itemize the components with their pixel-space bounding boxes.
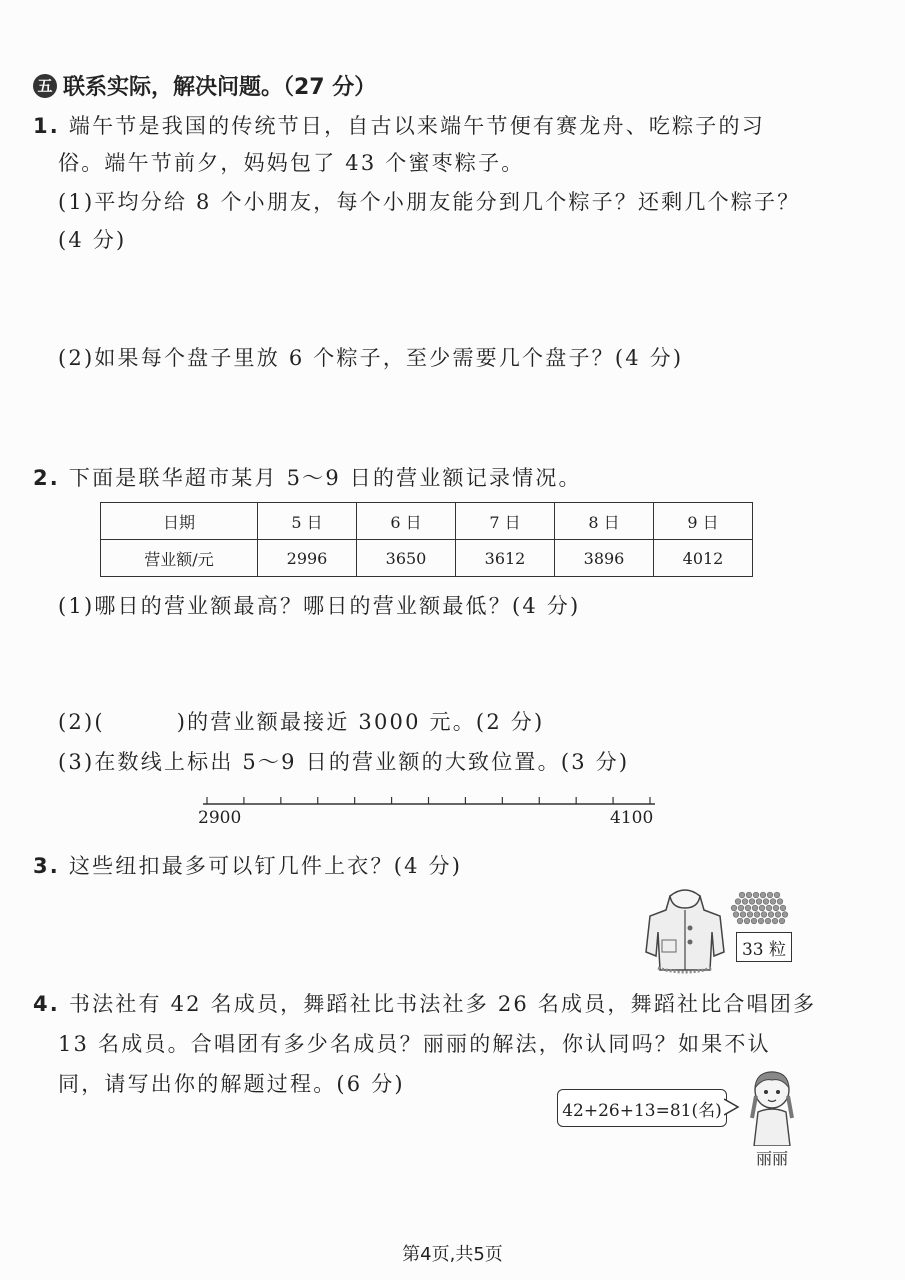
q2-sub1: (1)哪日的营业额最高？哪日的营业额最低？(4 分) [58,594,581,618]
q3-number: 3. [33,854,60,878]
table-cell: 营业额/元 [101,540,258,577]
button-dot [745,905,751,911]
button-dot [761,912,767,918]
table-cell: 日期 [101,503,258,540]
girl-name-label: 丽丽 [756,1149,789,1168]
speech-bubble-pointer [724,1098,740,1118]
section-title [33,70,376,101]
q1-text-line1: 端午节是我国的传统节日，自古以来端午节便有赛龙舟、吃粽子的习 [68,114,765,138]
section-title-text: 联系实际，解决问题。（27 分） [63,75,377,100]
button-dot [763,899,769,905]
table-cell: 3650 [357,540,456,577]
number-line [195,788,665,838]
button-dot [739,892,745,898]
table-cell: 7 日 [456,503,555,540]
button-dot [759,905,765,911]
button-dot [735,899,741,905]
q1-sub2: (2)如果每个盘子里放 6 个粽子，至少需要几个盘子？(4 分) [58,346,684,370]
q2-sub3: (3)在数线上标出 5～9 日的营业额的大致位置。(3 分) [58,750,630,774]
girl-illustration [742,1068,802,1146]
button-dot [765,918,771,924]
q3-text: 这些纽扣最多可以钉几件上衣？(4 分) [68,854,463,878]
button-dot [782,912,788,918]
table-row [101,540,753,577]
q3-line [33,850,462,880]
button-dot [731,905,737,911]
table-cell: 8 日 [555,503,654,540]
number-line-end-label: 4100 [610,808,654,828]
q1-line1 [33,110,765,140]
number-line-start-label: 2900 [198,808,242,828]
q4-number: 4. [33,992,60,1016]
button-dot [758,918,764,924]
button-dot [737,918,743,924]
button-dot [751,918,757,924]
q2-sub2-suffix: )的营业额最接近 3000 元。(2 分) [176,710,545,734]
table-cell: 5 日 [258,503,357,540]
q2-number: 2. [33,466,60,490]
q4-line1 [33,988,816,1018]
button-dot [774,892,780,898]
button-dot [744,918,750,924]
q2-intro-text: 下面是联华超市某月 5～9 日的营业额记录情况。 [68,466,582,490]
buttons-pile-icon [728,890,792,926]
button-dot [733,912,739,918]
q2-sub2 [58,706,544,736]
button-dot [740,912,746,918]
button-dot [749,899,755,905]
q2-intro [33,462,582,492]
table-cell: 3896 [555,540,654,577]
coat-illustration [640,886,730,976]
q4-line2: 13 名成员。合唱团有多少名成员？丽丽的解法，你认同吗？如果不认 [58,1032,771,1056]
button-dot [747,912,753,918]
q2-sub2-prefix: (2)( [58,710,105,734]
button-dot [760,892,766,898]
table-cell: 2996 [258,540,357,577]
button-dot [780,905,786,911]
page-footer: 第4页,共5页 [402,1244,503,1265]
section-badge: 五 [33,74,57,98]
buttons-count-label: 33 粒 [736,932,792,962]
button-dot [742,899,748,905]
q1-line2: 俗。端午节前夕，妈妈包了 43 个蜜枣粽子。 [58,151,525,175]
button-dot [767,892,773,898]
number-line-ticks [207,797,650,804]
button-dot [772,918,778,924]
button-dot [766,905,772,911]
q1-sub1-line2: (4 分) [58,228,127,252]
button-dot [738,905,744,911]
q1-number: 1. [33,114,60,138]
speech-bubble: 42+26+13=81(名) [557,1089,727,1127]
table-row [101,503,753,540]
button-dot [775,912,781,918]
button-dot [770,899,776,905]
button-dot [773,905,779,911]
sales-table [100,502,753,577]
button-dot [753,892,759,898]
button-dot [752,905,758,911]
button-dot [746,892,752,898]
q1-sub1-line1: (1)平均分给 8 个小朋友，每个小朋友能分到几个粽子？还剩几个粽子？ [58,190,801,214]
table-cell: 3612 [456,540,555,577]
button-dot [777,899,783,905]
table-cell: 9 日 [654,503,753,540]
button-dot [779,918,785,924]
q4-text-line1: 书法社有 42 名成员，舞蹈社比书法社多 26 名成员，舞蹈社比合唱团多 [68,992,817,1016]
button-dot [756,899,762,905]
q4-line3: 同，请写出你的解题过程。(6 分) [58,1072,405,1096]
button-dot [754,912,760,918]
table-cell: 4012 [654,540,753,577]
button-dot [768,912,774,918]
table-cell: 6 日 [357,503,456,540]
